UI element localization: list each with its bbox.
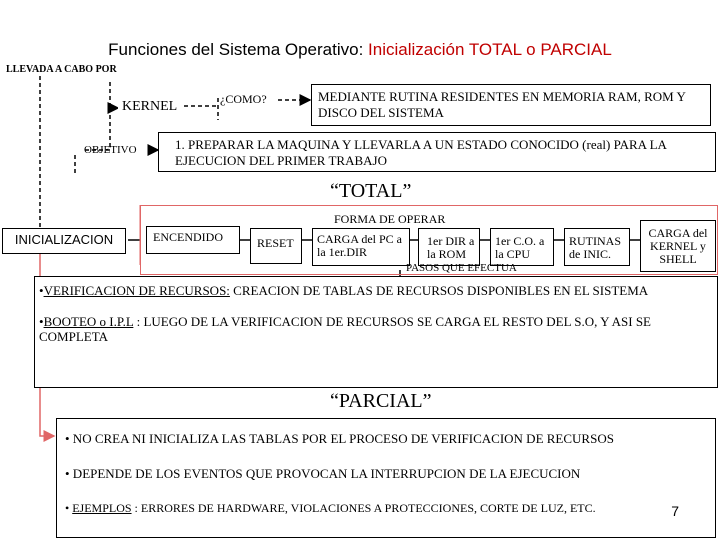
- pasos-item-verificacion: •VERIFICACION DE RECURSOS: CREACION DE TABLAS DE RECURSOS DISPONIBLES EN EL SISTEMA: [39, 283, 649, 298]
- inicializacion-label: INICIALIZACION: [14, 232, 114, 247]
- step-carga-kernel: CARGA del KERNEL y SHELL: [640, 220, 716, 272]
- step-encendido: ENCENDIDO: [146, 226, 240, 254]
- objetivo-text: 1. PREPARAR LA MAQUINA Y LLEVARLA A UN ESTADO CONOCIDO (real) PARA LA EJECUCION DEL PRIMER TRABAJO: [175, 137, 667, 168]
- pasos-item-booteo: •BOOTEO o I.P.L : LUEGO DE LA VERIFICACION DE RECURSOS SE CARGA EL RESTO DEL S.O, Y ASI SE COMPLETA: [39, 314, 651, 344]
- kernel-box: [118, 95, 184, 123]
- title-highlight: Inicialización TOTAL o PARCIAL: [368, 40, 612, 59]
- inicializacion-box: [2, 228, 126, 254]
- objetivo-box: [158, 132, 716, 172]
- como-label: ¿COMO?: [220, 92, 267, 106]
- parcial-box: [56, 418, 716, 538]
- title-prefix: Funciones del Sistema Operativo:: [108, 40, 364, 59]
- parcial-item-3: • EJEMPLOS : ERRORES DE HARDWARE, VIOLACIONES A PROTECCIONES, CORTE DE LUZ, ETC.: [65, 501, 596, 515]
- parcial-item-2: • DEPENDE DE LOS EVENTOS QUE PROVOCAN LA INTERRUPCION DE LA EJECUCION: [65, 466, 581, 481]
- parcial-item-1: • NO CREA NI INICIALIZA LAS TABLAS POR EL PROCESO DE VERIFICACION DE RECURSOS: [65, 431, 614, 446]
- step-primer-co: 1er C.O. a la CPU: [490, 228, 554, 266]
- pasos-label: PASOS QUE EFECTUA: [406, 262, 517, 274]
- parcial-label: “PARCIAL”: [330, 390, 432, 412]
- forma-label: FORMA DE OPERAR: [334, 212, 446, 226]
- objetivo-label: OBJETIVO: [84, 144, 137, 156]
- mediante-text: MEDIANTE RUTINA RESIDENTES EN MEMORIA RAM, ROM Y DISCO DEL SISTEMA: [318, 89, 686, 120]
- step-reset: RESET: [250, 228, 302, 264]
- mediante-box: [311, 84, 711, 126]
- step-carga-pc: CARGA del PC a la 1er.DIR: [312, 228, 410, 266]
- dashed-arrow-kernel: [110, 82, 118, 108]
- llevada-label: LLEVADA A CABO POR: [6, 64, 117, 75]
- total-label: “TOTAL”: [330, 180, 412, 202]
- page-number: 7: [671, 503, 679, 519]
- kernel-label: KERNEL: [122, 99, 178, 114]
- step-primera-dir: 1er DIR a la ROM: [418, 228, 480, 266]
- pasos-box: [34, 276, 718, 388]
- step-rutinas: RUTINAS de INIC.: [564, 228, 630, 266]
